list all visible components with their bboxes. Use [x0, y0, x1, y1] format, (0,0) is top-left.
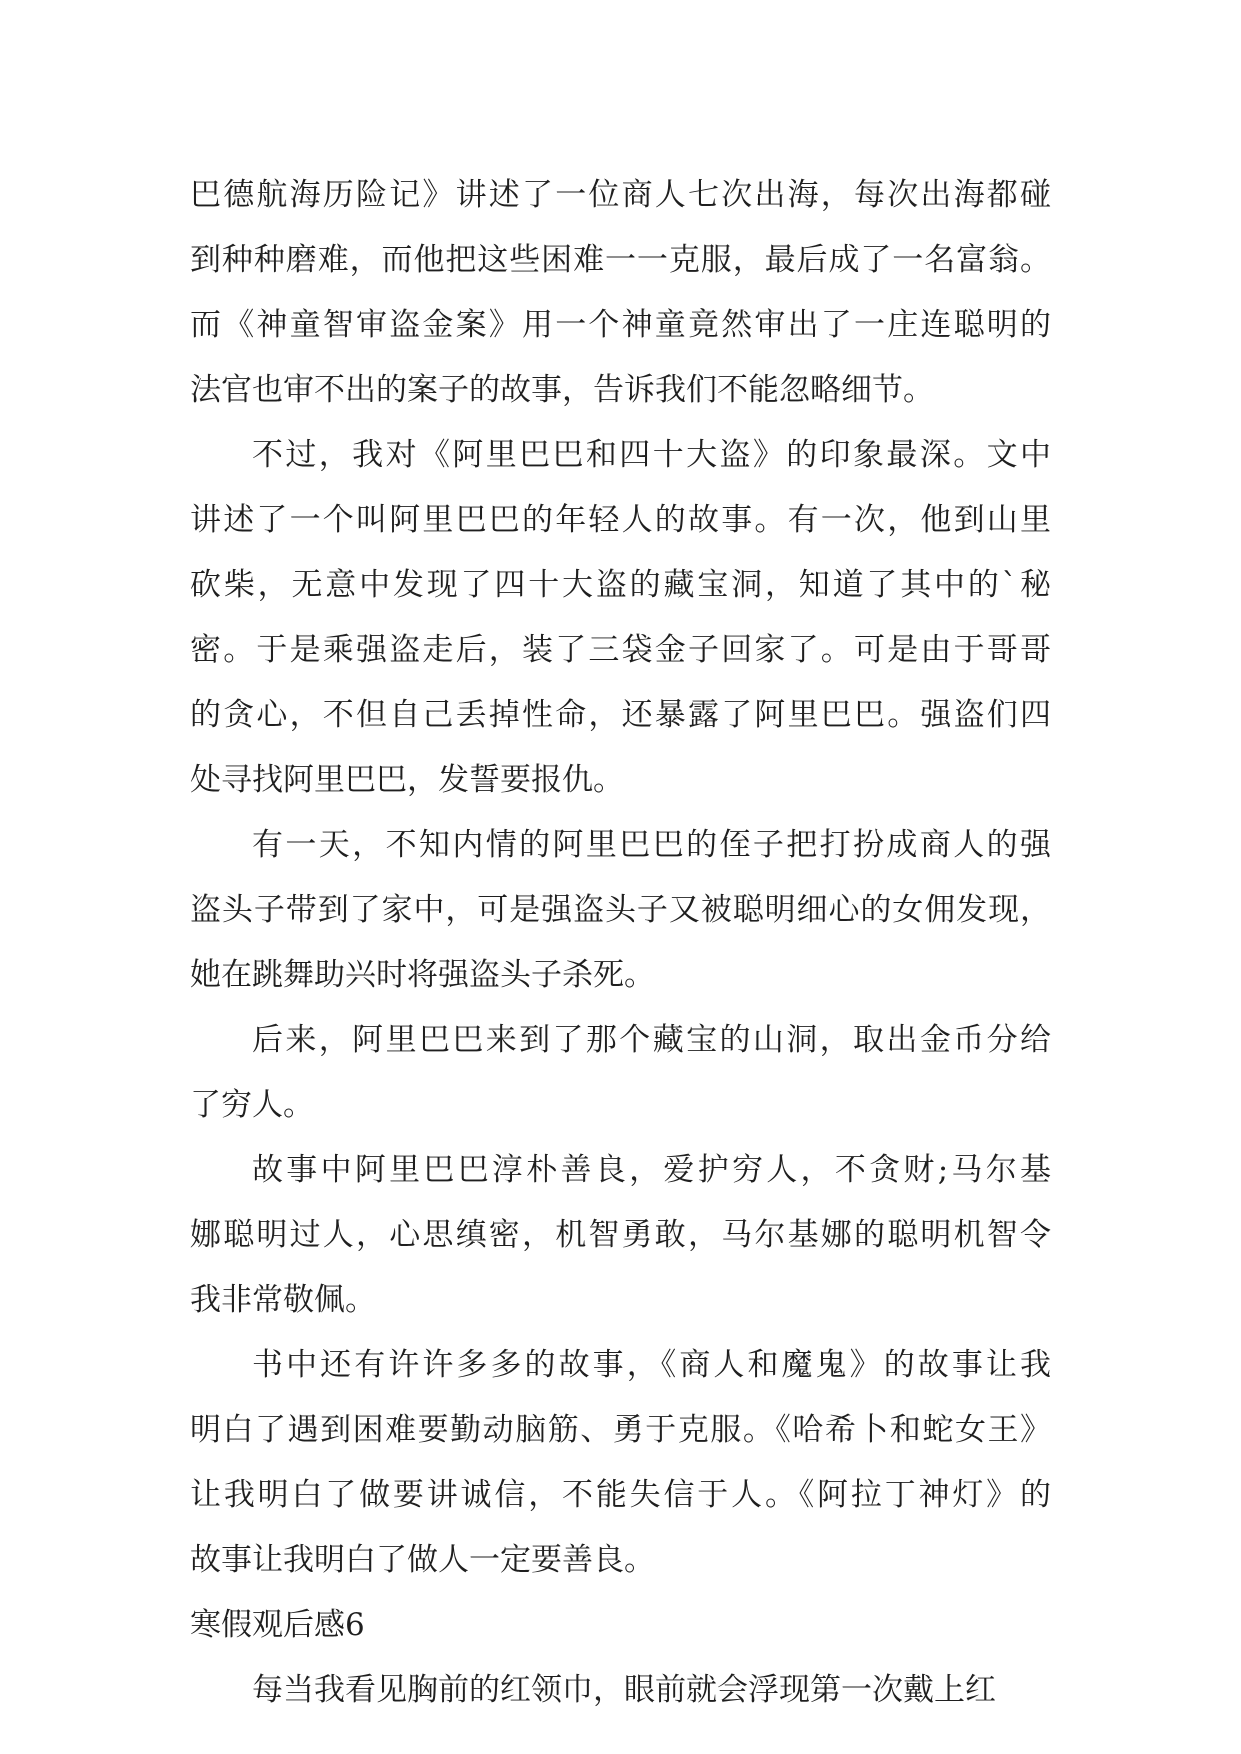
- document-body: [190, 163, 1051, 1723]
- text-line: 而《神童智审盗金案》用一个神童竟然审出了一庄连聪明的: [190, 307, 1051, 343]
- text-line: 每当我看见胸前的红领巾，眼前就会浮现第一次戴上红: [252, 1672, 996, 1708]
- text-line: 我非常敬佩。: [190, 1282, 376, 1318]
- text-line: 不过，我对《阿里巴巴和四十大盗》的印象最深。文中: [252, 437, 1051, 473]
- text-line: 盗头子带到了家中，可是强盗头子又被聪明细心的女佣发现，: [190, 892, 1051, 928]
- text-line: 密。于是乘强盗走后，装了三袋金子回家了。可是由于哥哥: [190, 632, 1051, 668]
- text-line: 了穷人。: [190, 1087, 314, 1123]
- text-line: 法官也审不出的案子的故事，告诉我们不能忽略细节。: [190, 372, 934, 408]
- text-line: 明白了遇到困难要勤动脑筋、勇于克服。《哈希卜和蛇女王》: [190, 1412, 1051, 1448]
- text-line: 娜聪明过人，心思缜密，机智勇敢，马尔基娜的聪明机智令: [190, 1217, 1051, 1253]
- text-line: 巴德航海历险记》讲述了一位商人七次出海，每次出海都碰: [190, 177, 1051, 213]
- text-line: 有一天，不知内情的阿里巴巴的侄子把打扮成商人的强: [252, 827, 1051, 863]
- text-line: 让我明白了做要讲诚信，不能失信于人。《阿拉丁神灯》的: [190, 1477, 1051, 1513]
- text-line: 故事中阿里巴巴淳朴善良，爱护穷人，不贪财;马尔基: [252, 1152, 1051, 1188]
- text-line: 的贪心，不但自己丢掉性命，还暴露了阿里巴巴。强盗们四: [190, 697, 1051, 733]
- text-line: 后来，阿里巴巴来到了那个藏宝的山洞，取出金币分给: [252, 1022, 1051, 1058]
- text-line: 书中还有许许多多的故事，《商人和魔鬼》的故事让我: [252, 1347, 1051, 1383]
- text-line: 到种种磨难，而他把这些困难一一克服，最后成了一名富翁。: [190, 242, 1051, 278]
- text-line: 故事让我明白了做人一定要善良。: [190, 1542, 655, 1578]
- section-heading: 寒假观后感6: [190, 1607, 365, 1643]
- text-line: 砍柴，无意中发现了四十大盗的藏宝洞，知道了其中的`秘: [190, 567, 1051, 603]
- text-line: 讲述了一个叫阿里巴巴的年轻人的故事。有一次，他到山里: [190, 502, 1051, 538]
- text-line: 处寻找阿里巴巴，发誓要报仇。: [190, 762, 624, 798]
- text-line: 她在跳舞助兴时将强盗头子杀死。: [190, 957, 655, 993]
